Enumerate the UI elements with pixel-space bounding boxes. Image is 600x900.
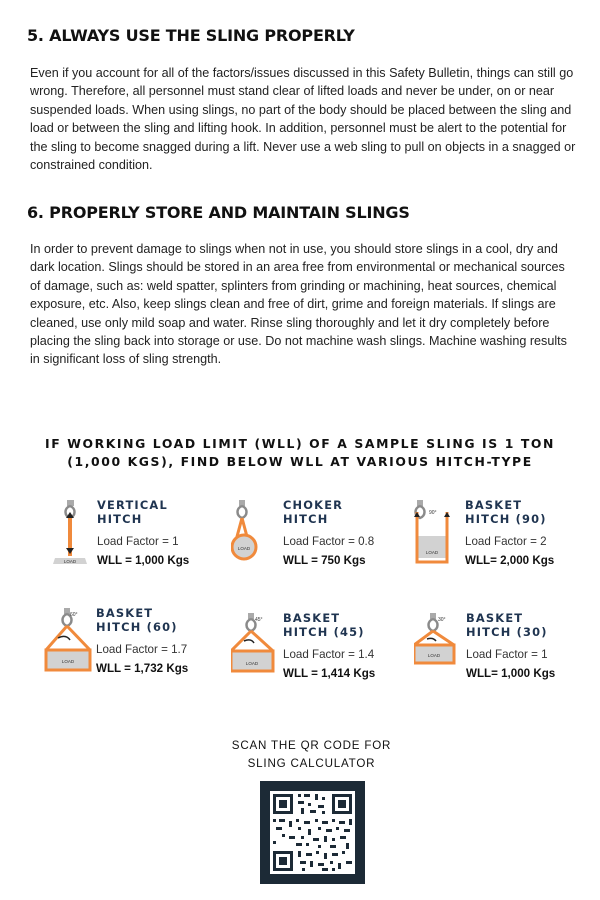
load-factor: Load Factor = 1 (97, 535, 179, 548)
hitch-basket-30 (414, 611, 600, 701)
hitch-basket-60 (44, 606, 234, 696)
hitch-basket-45 (231, 611, 421, 701)
hitch-name-line-1: BASKET (283, 611, 341, 625)
load-factor: Load Factor = 1 (466, 648, 548, 661)
section-5-body: Even if you account for all of the factors/issues discussed in this Safety Bulletin, things can still go wrong. Therefore, all personnel must stand clear of lifted loads and never be under, on or near suspended loads. When using slings, no part of the body should be placed between the sling and load or between the sling and lifting hook. In addition, personnel must be alert to the potential for the sling to become snagged during a lift. Never use a web sling to pull on objects in a snagged or constrained condition. (30, 66, 576, 173)
hitch-name-line-1: VERTICAL (97, 498, 168, 512)
hitch-name-line-1: BASKET (466, 611, 524, 625)
hitch-vertical (45, 498, 235, 588)
hitch-name-line-2: HITCH (60) (96, 620, 178, 634)
wll-value: WLL = 1,000 Kgs (97, 554, 190, 567)
section-6-body: In order to prevent damage to slings when not in use, you should store slings in a cool, dry and dark location. Slings should be stored in an area free from environmental or mechanical sources of damage, such as: weld spatter, splinters from grinding or machining, heat sources, chemical exposure, etc. Also, keep slings clean and free of dirt, grime and foreign materials. If slings are cleaned, use only mild soap and water. Rinse sling thoroughly and let it dry completely before placing the sling back into storage or use. Do not machine wash slings. Machine washing results in significant loss of sling strength. (30, 242, 567, 367)
hitch-choker (231, 498, 421, 588)
section-5-title: 5. ALWAYS USE THE SLING PROPERLY (27, 26, 355, 45)
wll-value: WLL = 1,732 Kgs (96, 662, 189, 675)
section-6-title: 6. PROPERLY STORE AND MAINTAIN SLINGS (27, 203, 410, 222)
load-factor: Load Factor = 1.4 (283, 648, 375, 661)
basket-90-hitch-diagram (413, 498, 473, 578)
hitch-name-line-1: CHOKER (283, 498, 344, 512)
hook-icon (429, 613, 438, 631)
qr-caption (0, 737, 600, 773)
basket-60-hitch-diagram (44, 606, 94, 681)
load-label: LOAD (427, 653, 441, 658)
hitch-basket-90 (413, 498, 600, 588)
wll-heading-line-1: IF WORKING LOAD LIMIT (WLL) OF A SAMPLE SLING IS 1 TON (45, 436, 555, 451)
wll-value: WLL = 1,414 Kgs (283, 667, 376, 680)
load-label: LOAD (425, 550, 439, 555)
hitch-name-line-2: HITCH (97, 512, 143, 526)
wll-value: WLL = 750 Kgs (283, 554, 366, 567)
hitch-name-line-1: BASKET (465, 498, 523, 512)
qr-code-image (260, 781, 365, 884)
load-label: LOAD (245, 661, 259, 666)
angle-label: 30° (438, 617, 446, 623)
load-factor: Load Factor = 2 (465, 535, 547, 548)
angle-label: 90° (429, 510, 437, 516)
hitch-name-line-2: HITCH (30) (466, 625, 548, 639)
load-label: LOAD (63, 559, 77, 564)
hitch-name-line-1: BASKET (96, 606, 154, 620)
wll-value: WLL= 1,000 Kgs (466, 667, 556, 680)
hitch-name-line-2: HITCH (45) (283, 625, 365, 639)
vertical-hitch-diagram (45, 498, 95, 573)
angle-label: 45° (255, 617, 263, 623)
angle-label: 60° (70, 612, 78, 618)
load-factor: Load Factor = 0.8 (283, 535, 375, 548)
basket-45-hitch-diagram (231, 611, 281, 686)
basket-30-hitch-diagram (414, 611, 464, 686)
qr-caption-line-1: SCAN THE QR CODE FOR (231, 739, 392, 752)
qr-caption-line-2: SLING CALCULATOR (247, 757, 376, 770)
wll-value: WLL= 2,000 Kgs (465, 554, 555, 567)
wll-heading (0, 435, 600, 471)
hitch-name-line-2: HITCH (90) (465, 512, 547, 526)
load-factor: Load Factor = 1.7 (96, 643, 188, 656)
wll-heading-line-2: (1,000 KGS), FIND BELOW WLL AT VARIOUS HITCH-TYPE (67, 454, 533, 469)
choker-hitch-diagram (231, 498, 281, 573)
load-label: LOAD (61, 659, 75, 664)
qr-code[interactable] (260, 781, 365, 884)
hook-icon (238, 500, 247, 518)
load-label: LOAD (237, 546, 251, 551)
hitch-name-line-2: HITCH (283, 512, 329, 526)
